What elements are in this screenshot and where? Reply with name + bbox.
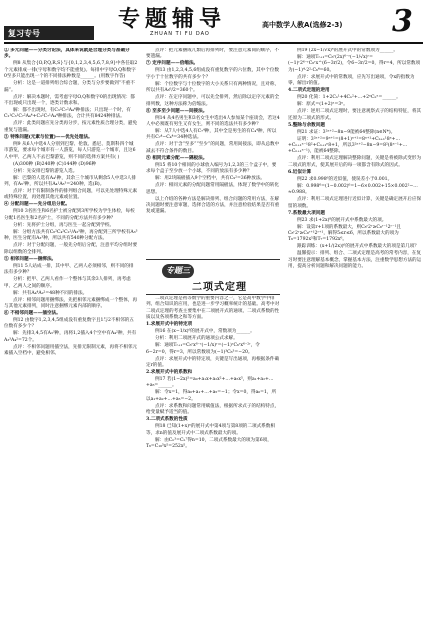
paragraph: 解：都不出现时，有C₃²C₇²A₄⁴种排法；只出现一个时，有C₂¹C₃¹C₇²A₄⁴+C₃²C₇¹A₄⁴种排法，合计共有8424种排法。 — [4, 108, 131, 120]
banner-title: 二项式定理 — [192, 282, 247, 293]
paragraph: 点评：利用二项式定理解决整除问题，关键是将被除式变形为二项式的形式，使其展开后的每一项都含有除式的因式。 — [288, 156, 422, 168]
paragraph: 解：用2块隔板插入9个空档中，共有C₉²=36种放法。 — [155, 176, 266, 182]
paragraph: 例15 将10个相同的小球放入编号为1,2,3的三个盒子中，要求每个盒子至少放一个小球，不同的放法有多少种？ — [146, 162, 277, 175]
paragraph: ④ 分配问题——先分组后分配。 — [4, 202, 70, 208]
paragraph: 7.系数最大项问题 — [288, 210, 325, 216]
paragraph: 例8 从集合{O,P,Q,R,S}与{0,1,2,3,4,5,6,7,8,9}中各任取2个元素排成一排(字母和数字均不能重复)。每排中字母O,Q和数字0至多只能出现一个的不同排法种数是______。(用数字作答) — [4, 61, 138, 80]
paragraph: 分析：这是一道排列组合综合题，分类与分步要做到“不重不漏”。 — [4, 81, 135, 93]
paragraph: 点评：求展开式中的常数项，应先写出通项，令x的指数为零，解出r的值。 — [288, 74, 415, 87]
paragraph: 分析：先安排巴黎的游览人选。 — [13, 168, 78, 174]
paragraph: 点评：把元素捆成几類后再排列时，要注意元素间的顺序，不要遗漏。 — [146, 48, 280, 60]
paragraph: 点评：相邻问题用捆绑法，先把相邻元素捆绑成一个整体，再与其他元素排列，同时注意捆绑元素内部的顺序。 — [4, 297, 138, 309]
paragraph: 点评：对于分配问题，一般先分组后分配，注意平均分组时要除以组数的全排列。 — [4, 243, 138, 255]
banner-badge: 专题三 — [162, 264, 194, 278]
paragraph: 例19 (2x−1/√x)⁶的展开式中的常数项为______。 — [297, 48, 398, 53]
paragraph: 点评：相同元素的分配问题常用隔板法，体现了数学中的转化思想。 — [146, 183, 280, 195]
paragraph: 例20 化简：1+2Cₙ¹+4Cₙ²+…+2ⁿCₙⁿ=______。 — [297, 95, 401, 101]
paragraph: 2.求展开式中的系数和 — [146, 370, 193, 376]
paragraph: 例17 若(1−2x)⁵=a₀+a₁x+a₂x²+…+a₅x⁵，则a₁+a₂+…+a₅=______。 — [146, 377, 274, 389]
paragraph: 解：先排3,4,5有A₃³种，再将1,2插入4个空中有A₄²种，共有A₃³A₄²=72个。 — [4, 331, 137, 343]
paragraph: 1.求展开式中的特定项 — [146, 322, 193, 328]
paragraph: 解：个位数字与十位数字的大小关系只有两种情况，且对称，所以共有A₆⁶/2=360个。 — [146, 81, 280, 94]
page-number: 3 — [392, 4, 413, 39]
column-1 — [4, 48, 138, 622]
paragraph: 二项式定理是初等数学的重要内容之一，它是高中数学中排列、组合知识的应用，也是进一步学习概率统计的基础。高考中对二项式定理的考查主要集中在二项展开式的通项、二项式系数的性质以及各项系数之和等方面。 — [146, 296, 280, 321]
paragraph: 例21 求证：3²ⁿ⁺²−8n−9能被64整除(n∈N*)。 — [297, 129, 396, 135]
paragraph: 例9 从6人中选4人分别到巴黎、伦敦、悉尼、莫斯科四个城市游览，要求每个城市有一人游览，每人只游览一个城市，且这6人中甲、乙两人不去巴黎游览，则不同的选择方案共有( ) — [4, 141, 136, 160]
paragraph: 6.近似计算 — [288, 169, 312, 175]
paragraph: 例14 从4名男生和3名女生中选出4人参加某个座谈会，若这4人中必须既有男生又有女生，则不同的选法共有多少种？ — [146, 115, 280, 128]
paragraph: (A)300种 (B)240种 (C)144种 (D)96种 — [13, 161, 97, 167]
paragraph: ② 多元问题——分类讨论法，具体来说就是合理分类与准确分步。 — [4, 48, 130, 60]
paragraph: 点评：求展开式中的特定项，关键是写出通项，再根据条件确定r的值。 — [146, 356, 280, 369]
title-pinyin: ZHUAN TI FU DAO — [150, 31, 210, 37]
paragraph: 例11 5人站成一排，其中甲、乙两人必须相邻，则不同的排法有多少种？ — [4, 263, 134, 276]
paragraph: 解：巴黎的人选有A₄¹种，其余三个城市从剩余5人中选3人排列，有A₅³种，所以共有A₄¹A₅³=240种，选(B)。 — [4, 175, 137, 188]
paragraph: 证明：3²ⁿ⁺²=9ⁿ⁺¹=(8+1)ⁿ⁺¹=8ⁿ⁺¹+Cₙ₊₁¹8ⁿ+…+Cₙ₊₁ⁿ⁻¹8²+Cₙ₊₁ⁿ8+1，所以3²ⁿ⁺²−8n−9=8²(8ⁿ⁻¹+…+Cₙ₊₁ⁿ⁻¹)，能被64整除。 — [288, 136, 408, 155]
paragraph: 5.整除与余数问题 — [288, 122, 325, 128]
paragraph: 温馨提示：排列、组合、二项式定理是高考的常考内容，在复习时要注意理解基本概念，掌握基本方法，注重数学思想方法的运用，提高分析问题和解决问题的能力。 — [288, 251, 422, 270]
paragraph: 分析：把甲、乙两人看作一个整体与其余3人排列，再考虑甲、乙两人之间的顺序。 — [4, 277, 131, 289]
paragraph: 例16 在(x−1/x)⁶的展开式中，常数项为______。 — [155, 329, 255, 335]
paragraph: ③ 特殊问题(元素与位置)——优先处理法。 — [4, 134, 93, 140]
paragraph: 解：原式=(1+2)ⁿ=3ⁿ。 — [297, 102, 348, 108]
paragraph: 跟踪训练：(x+1/(2x))⁶的展开式中系数最大的项是第几项？ — [297, 244, 419, 250]
paragraph: 点评：解决本题时，需考虑字母O,Q和数字0的出现情况：都不出现或只出现一个，逐类计数求和。 — [4, 94, 135, 107]
paragraph: 解：分组方法共有C₆²C₄²C₂²/A₃³种，再分配到三所学校有A₃³种，医生分配有A₃³种，所以共有540种分配方法。 — [4, 229, 138, 242]
section-label: 复习专号 — [4, 26, 94, 40]
column-2-lower — [146, 296, 280, 622]
page-header — [0, 0, 427, 44]
paragraph: 点评：不相邻问题用插空法，先排无限制元素，再将不相邻元素插入空档中，避免相邻。 — [4, 344, 138, 357]
paragraph: 点评：对于有限制条件的排列组合问题，可以先处理特殊元素或特殊位置，再处理其他元素或位置。 — [4, 189, 138, 201]
paragraph: 解：令x=1，得a₀+a₁+…+a₅=−1；令x=0，得a₀=1，所以a₁+a₂+…+a₅=−2。 — [146, 390, 277, 402]
publication-name: 高中数学人教A(选修2-3) — [262, 21, 343, 29]
paragraph: ⑨ 相同元素分配——隔板法。 — [146, 155, 208, 161]
header-divider — [4, 42, 423, 44]
paragraph: 点评：对于含“至多”“至少”的问题，常用间接法，即从总数中减去不符合条件的数目。 — [146, 142, 280, 154]
paragraph: 解：0.998⁶=(1−0.002)⁶=1−6×0.002+15×0.002²−…≈0.988。 — [288, 183, 418, 196]
column-3 — [288, 48, 422, 622]
paragraph: 以上介绍的各种方法是解决排列、组合问题的常用方法，在解决问题时要注意审题，选择合适的方法，并注意检验结果是否有重复或遗漏。 — [146, 196, 280, 215]
paragraph: 解：共有A₄⁴A₂²=48种不同的排法。 — [13, 290, 88, 296]
paragraph: 例22 求0.998⁶的近似值，使误差小于0.001。 — [297, 176, 393, 182]
paragraph: 点评：此类问题应先分类再分步，按元素性质合理分类，避免重复与遗漏。 — [4, 121, 138, 133]
paragraph: ⑦ 定序问题——倍缩法。 — [146, 61, 199, 67]
paragraph: 点评：求系数和问题常用赋值法，根据所求式子的结构特点，给变量赋予适当的值。 — [146, 403, 280, 416]
paragraph: 3.二项式系数的性质 — [146, 417, 188, 423]
paragraph: 解：从7人中选4人有C₇⁴种，其中全是男生的有C₄⁴种，所以共有C₇⁴−C₄⁴=34种选法。 — [146, 129, 277, 141]
paragraph: 例10 3名医生和6名护士被分配到3所学校为学生体检，每校分配1名医生和2名护士，不同的分配方法共有多少种？ — [4, 209, 135, 221]
paragraph: 解：设第r+1项的系数最大，则C₈ʳ2ʳ≥C₈ʳ⁻¹2ʳ⁻¹且C₈ʳ2ʳ≥C₈ʳ⁺¹2ʳ⁺¹，解得5≤r≤6，所以系数最大的项为T₆=1792x⁵和T₇=1792x⁶。 — [288, 224, 402, 243]
paragraph: 点评：逆用二项式定理时，要注意观察式子的结构特征，将其还原为二项式的形式。 — [288, 109, 422, 121]
paragraph: ⑥ 不相邻问题——插空法。 — [4, 310, 61, 316]
paragraph: ⑤ 相邻问题——捆绑法。 — [4, 256, 57, 262]
paragraph: 4.二项式定理的逆用 — [288, 88, 330, 94]
paragraph: 例13 由1,2,3,4,5,6组成没有重复数字的六位数，其中个位数字小于十位数字的共有多少个？ — [146, 68, 280, 80]
page-title: 专题辅导 — [118, 6, 227, 32]
paragraph: 解：通项Tᵣ₊₁=C₆ʳ(2x)⁶⁻ʳ(−1/√x)ʳ=(−1)ʳ2⁶⁻ʳC₆ʳx^(6−3r/2)，令6−3r/2=0，得r=4，所以常数项为(−1)⁴·2²·C₆⁴=60。 — [288, 55, 421, 73]
paragraph: 例23 求(1+2x)⁸的展开式中系数最大的项。 — [297, 217, 387, 223]
paragraph: ⑧ 至多至少问题——间接法。 — [146, 108, 208, 114]
paragraph: 例12 由数字1,2,3,4,5组成没有重复数字且1与2不相邻的五位数有多少个？ — [4, 317, 134, 330]
column-2 — [146, 48, 280, 256]
paragraph: 点评：在定序问题中，可以先全排列，然后除以定序元素的全排列数，这种方法称为倍缩法。 — [146, 95, 280, 107]
paragraph: 分析：先将护士分组，再与医生一起分配到学校。 — [13, 222, 115, 228]
paragraph: 解：通项Tᵣ₊₁=C₆ʳx⁶⁻ʳ(−1/x)ʳ=(−1)ʳC₆ʳx⁶⁻²ʳ，令6−2r=0，得r=3，所以常数项为(−1)³C₆³=−20。 — [146, 343, 260, 355]
paragraph: 例18 已知(1+x)ⁿ的展开式中第4项与第8项的二项式系数相等，求n的值及展开式中二项式系数最大的项。 — [146, 424, 275, 436]
paragraph: 解：由Cₙ³=Cₙ⁷得n=10，二项式系数最大的项为第6项，T₆=C₁₀⁵x⁵=252x⁵。 — [146, 437, 272, 450]
paragraph: 分析：利用二项展开式的通项公式求解。 — [155, 336, 238, 342]
section-banner — [146, 259, 280, 295]
paragraph: 点评：利用二项式定理进行近似计算，关键是确定展开后应保留的项数。 — [288, 197, 422, 209]
